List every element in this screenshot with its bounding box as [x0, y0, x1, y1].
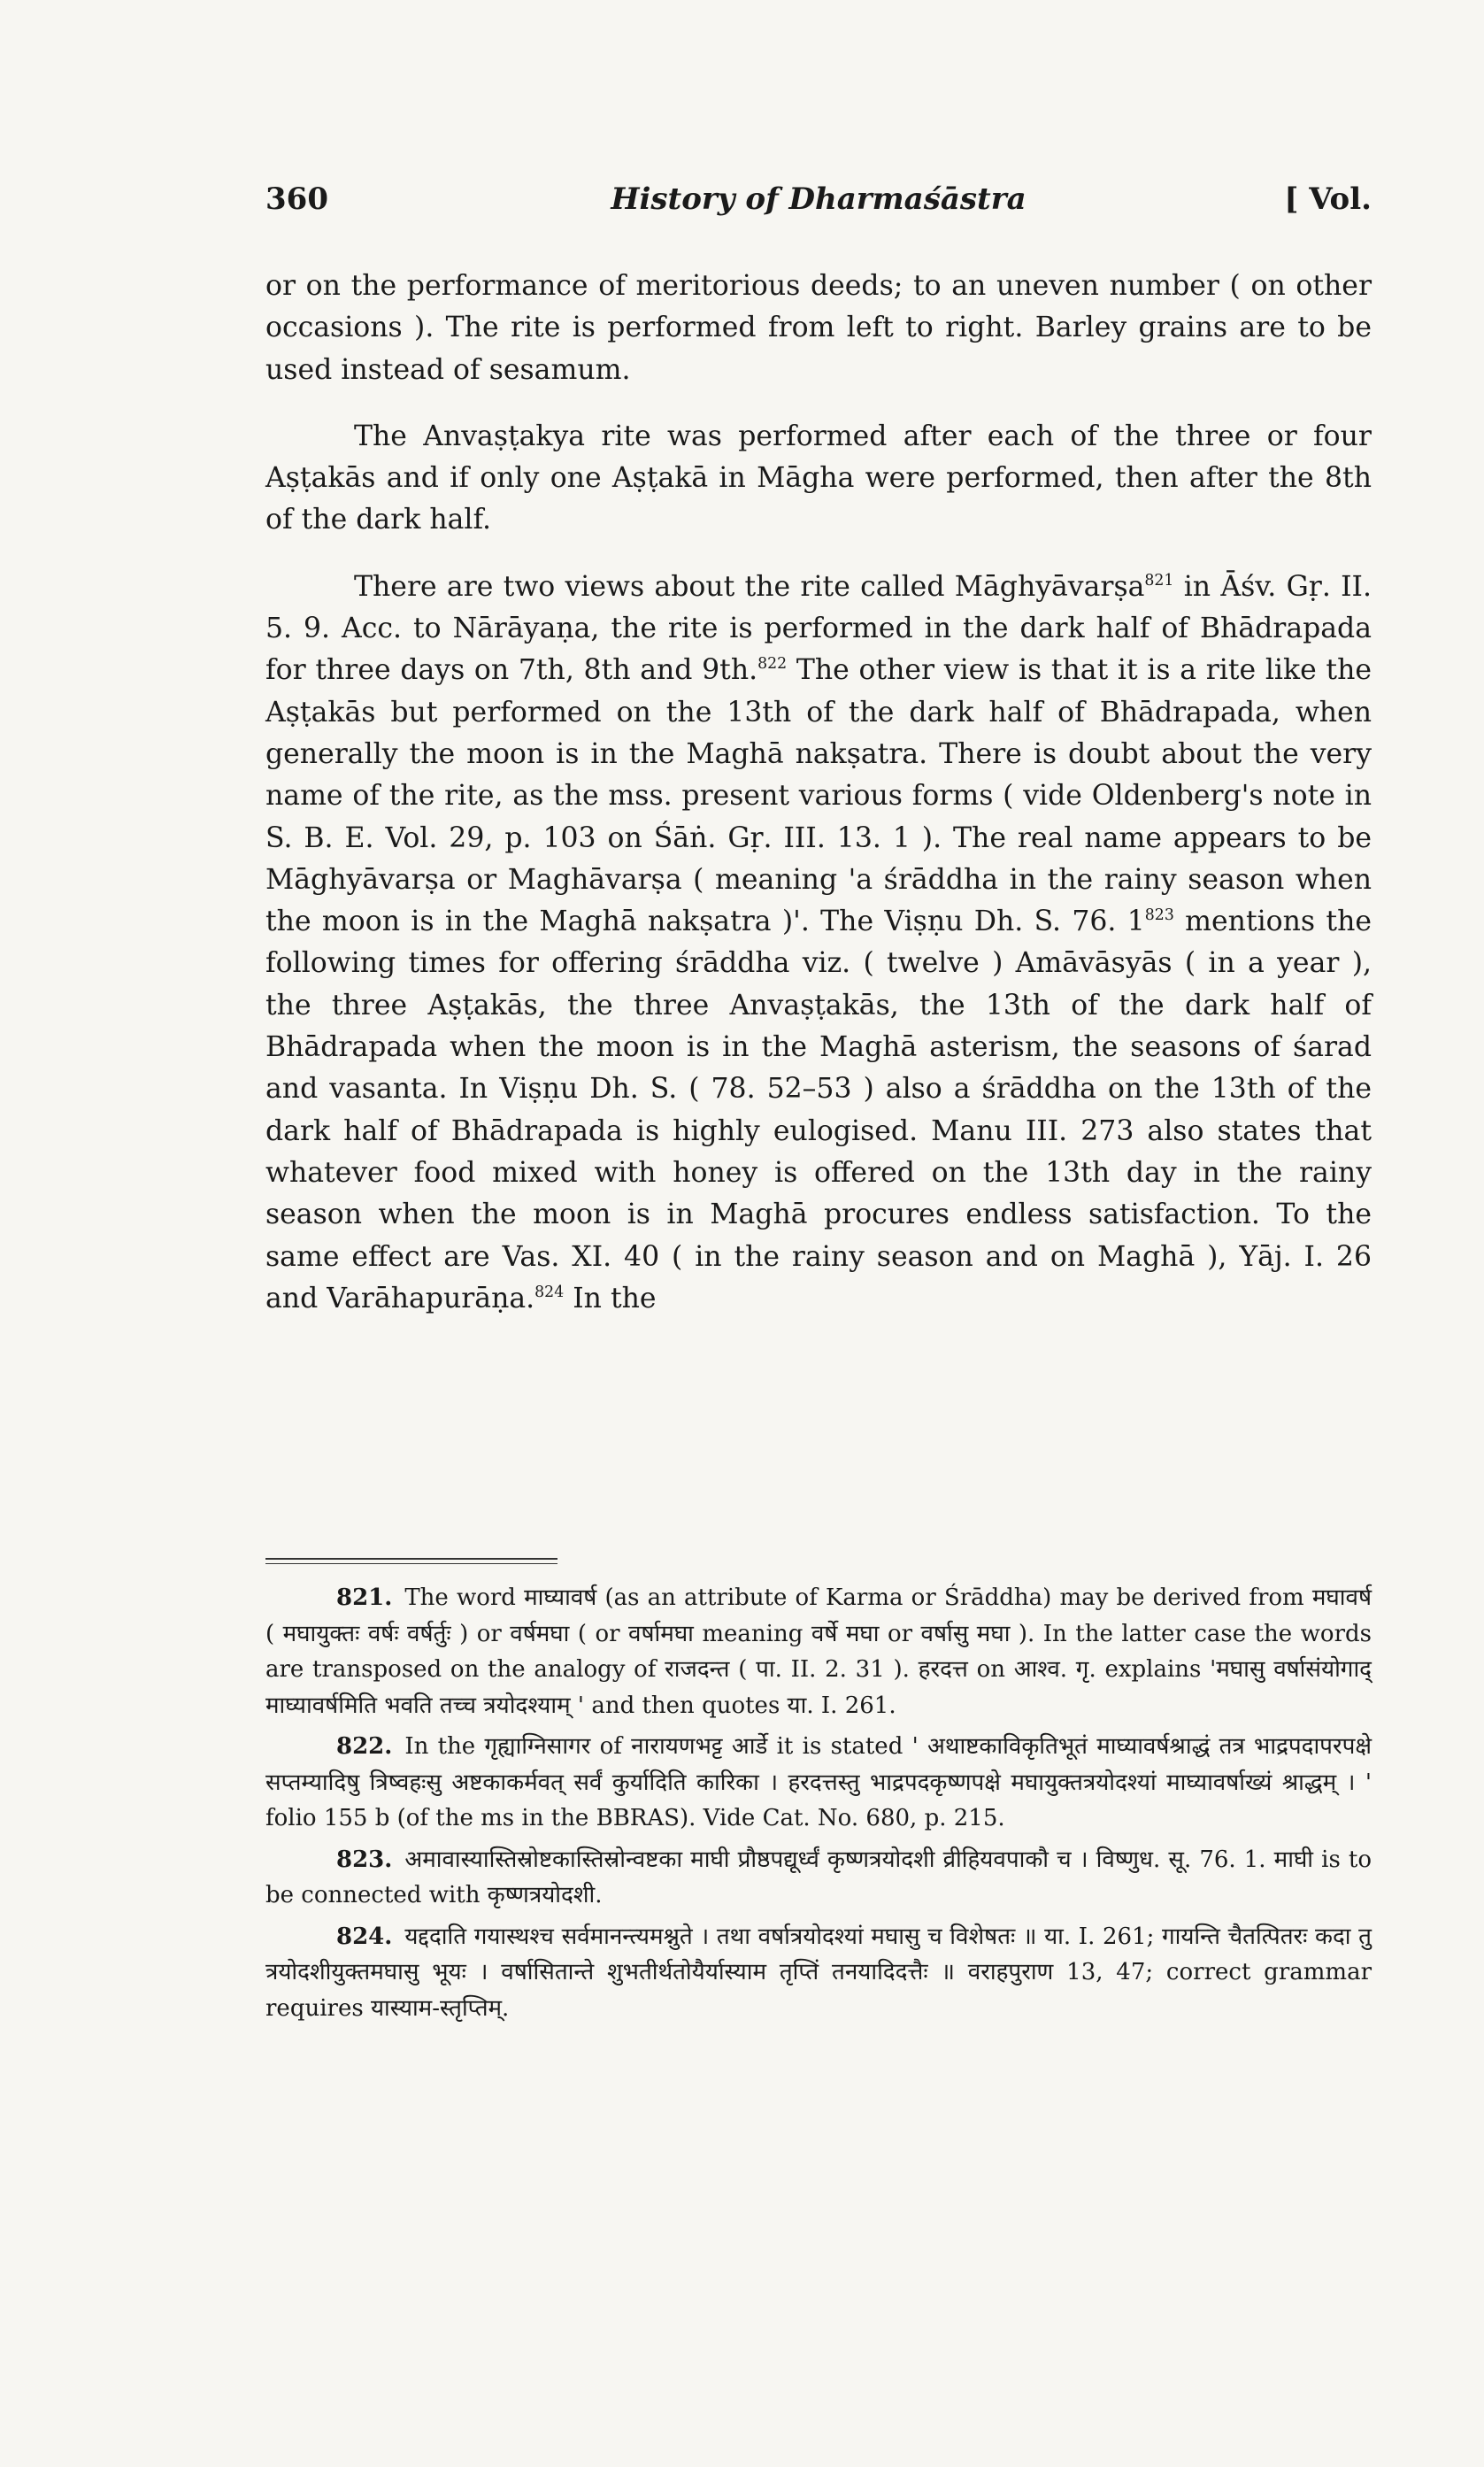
paragraph-3-part-c: The other view is that it is a rite like the Aṣṭakās but performed on the 13th of the dark half of Bhādrapada, when generally the moon is in the Maghā nakṣatra. There is doubt about the very name of the rite, as the mss. present various forms ( vide Oldenberg's note in S. B. E. Vol. 29, p. 103 on Śāṅ. Gṛ. III. 13. 1 ). The real name appears to be Māghyāvarṣa or Maghāvarṣa ( meaning 'a śrāddha in the rainy season when the moon is in the Maghā nakṣatra )'. The Viṣṇu Dh. S. 76. 1	[265, 654, 1372, 938]
footnote-text: यद्ददाति गयास्थश्च सर्वमानन्त्यमश्नुते । तथा वर्षात्रयोदश्यां मघासु च विशेषतः ॥ या. I. 261; गायन्ति चैतत्पितरः कदा तु त्रयोदशीयुक्तमघासु भूयः । वर्षासितान्ते शुभतीर्थतोयैर्यास्याम तृप्तिं तनयादिदत्तैः ॥ वराहपुराण 13, 47; correct grammar requires यास्याम-स्तृप्तिम्.	[265, 1923, 1372, 2022]
footnote-number: 823.	[336, 1846, 393, 1873]
footnote-823	[265, 1842, 1372, 1914]
running-title: History of Dharmaśāstra	[611, 181, 1026, 217]
page-number: 360	[265, 181, 328, 217]
paragraph-3	[265, 567, 1372, 1320]
footnote-ref-822[interactable]: 822	[757, 655, 788, 674]
paragraph-1: or on the performance of meritorious deeds; to an uneven number ( on other occasions ). The rite is performed from left to right. Barley grains are to be used instead of sesamum.	[265, 270, 1372, 386]
footnote-text: The word माघ्यावर्ष (as an attribute of Karma or Śrāddha) may be derived from मघावर्ष ( मघायुक्तः वर्षः वर्षर्तुः ) or वर्षमघा ( or वर्षामघा meaning वर्षे मघा or वर्षासु मघा ). In the latter case the words are transposed on the analogy of राजदन्त ( पा. II. 2. 31 ). हरदत्त on आश्व. गृ. explains 'मघासु वर्षासंयोगाद् माघ्यावर्षमिति भवति तच्च त्रयोदश्याम् ' and then quotes या. I. 261.	[265, 1584, 1372, 1719]
paragraph-3-part-b: in Āśv. Gṛ. II. 5. 9. Acc. to Nārāyaṇa, the rite is performed in the dark half of Bhādrapada for three days on 7th, 8th and 9th.	[265, 570, 1372, 687]
footnote-number: 821.	[336, 1584, 393, 1611]
footnote-number: 822.	[336, 1733, 393, 1760]
volume-label: [ Vol.	[1284, 181, 1372, 217]
footnote-824	[265, 1919, 1372, 2027]
footnote-number: 824.	[336, 1923, 393, 1950]
footnote-822	[265, 1729, 1372, 1837]
footnote-text: In the गृह्याग्निसागर of नारायणभट्ट आर्डे it is stated ' अथाष्टकाविकृतिभूतं माघ्यावर्षश्राद्धं तत्र भाद्रपदापरपक्षे सप्तम्यादिषु त्रिष्वहःसु अष्टकाकर्मवत् सर्वं कुर्यादिति कारिका । हरदत्तस्तु भाद्रपदकृष्णपक्षे मघायुक्तत्रयोदश्यां माघ्यावर्षाख्यं श्राद्धम् । ' folio 155 b (of the ms in the BBRAS). Vide Cat. No. 680, p. 215.	[265, 1733, 1372, 1831]
paragraph-3-part-a: There are two views about the rite called Māghyāvarṣa	[354, 570, 1145, 603]
footnote-ref-823[interactable]: 823	[1144, 906, 1174, 925]
footnote-divider	[265, 1558, 557, 1564]
paragraph-3-part-e: In the	[564, 1282, 657, 1314]
footnotes	[265, 1580, 1372, 2031]
footnote-text: अमावास्यास्तिस्रोष्टकास्तिस्रोन्वष्टका माघी प्रौष्ठपद्यूर्ध्वं कृष्णत्रयोदशी व्रीहियवपाकौ च । विष्णुध. सू. 76. 1. माघी is to be connected with कृष्णत्रयोदशी.	[265, 1846, 1372, 1908]
body-text	[265, 266, 1372, 1320]
footnote-ref-821[interactable]: 821	[1144, 571, 1174, 590]
footnote-ref-824[interactable]: 824	[534, 1283, 565, 1301]
page-header	[265, 181, 1372, 235]
paragraph-2: The Anvaṣṭakya rite was performed after each of the three or four Aṣṭakās and if only one Aṣṭakā in Māgha were performed, then after the 8th of the dark half.	[265, 420, 1372, 536]
paragraph-3-part-d: mentions the following times for offering śrāddha viz. ( twelve ) Amāvāsyās ( in a year ), the three Aṣṭakās, the three Anvaṣṭakās, the 13th of the dark half of Bhādrapada when the moon is in the Maghā asterism, the seasons of śarad and vasanta. In Viṣṇu Dh. S. ( 78. 52–53 ) also a śrāddha on the 13th of the dark half of Bhādrapada is highly eulogised. Manu III. 273 also states that whatever food mixed with honey is offered on the 13th day in the rainy season when the moon is in Maghā procures endless satisfaction. To the same effect are Vas. XI. 40 ( in the rainy season and on Maghā ), Yāj. I. 26 and Varāhapurāṇa.	[265, 906, 1372, 1314]
footnote-821	[265, 1580, 1372, 1723]
